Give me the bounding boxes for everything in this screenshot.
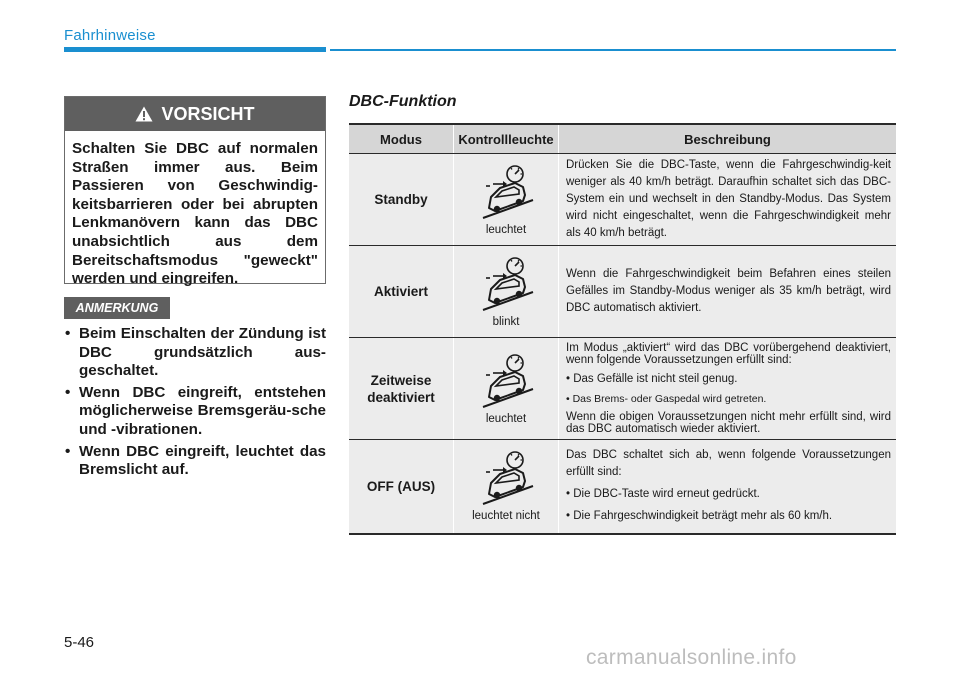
caution-label: VORSICHT [161, 103, 255, 124]
section-title: Fahrhinweise [64, 27, 156, 44]
table-row [349, 154, 896, 246]
watermark: carmanualsonline.info [586, 646, 797, 669]
page-number: 5-46 [64, 634, 95, 651]
description-text: • Die Fahrgeschwindigkeit beträgt mehr als 60 km/h. [566, 510, 833, 523]
mode-label: Zeitweise [370, 372, 432, 388]
description-cell [559, 154, 897, 246]
note-badge: ANMERKUNG [64, 297, 170, 319]
mode-cell [349, 338, 454, 440]
note-list [64, 325, 326, 483]
warning-triangle-icon [135, 106, 153, 122]
description-cell [559, 338, 897, 440]
description-cell [559, 246, 897, 338]
header-rule-bold [64, 47, 326, 52]
list-item: • Beim Einschalten der Zündung ist DBC grundsätzlich aus-geschaltet. [64, 325, 326, 381]
indicator-cell [454, 440, 559, 534]
dbc-car-downhill-icon [475, 164, 537, 222]
description-text: Das DBC schaltet sich ab, wenn folgende Voraussetzungen erfüllt sind: [566, 449, 891, 479]
list-item: • Wenn DBC eingreift, entstehen möglicherweise Bremsgeräu-sche und -vibrationen. [64, 384, 326, 440]
description-text: • Das Gefälle ist nicht steil genug. [566, 373, 738, 385]
mode-cell: Standby [349, 154, 454, 246]
indicator-state: leuchtet nicht [472, 510, 540, 523]
caution-header [65, 97, 325, 131]
table-row [349, 440, 896, 534]
indicator-cell [454, 338, 559, 440]
mode-label: deaktiviert [367, 389, 435, 405]
column-header-description: Beschreibung [559, 124, 897, 154]
dbc-car-downhill-icon [475, 256, 537, 314]
indicator-cell [454, 154, 559, 246]
description-text: Im Modus „aktiviert“ wird das DBC vorübergehend deaktiviert, wenn folgende Voraussetzungen erfüllt sind: [566, 342, 891, 366]
header-rule-thin [330, 49, 896, 51]
indicator-cell [454, 246, 559, 338]
mode-cell: OFF (AUS) [349, 440, 454, 534]
description-text: Drücken Sie die DBC-Taste, wenn die Fahrgeschwindig-keit weniger als 40 km/h beträgt. Daraufhin schaltet sich das DBC-System ein und wechselt in den Standby-Modus. Das System wird nicht eingeschaltet, wenn die Fahrgeschwindigkeit mehr als 40 km/h beträgt. [566, 159, 891, 239]
indicator-state: leuchtet [485, 223, 527, 236]
column-header-mode: Modus [349, 124, 454, 154]
dbc-car-downhill-icon [475, 353, 537, 411]
description-text: • Die DBC-Taste wird erneut gedrückt. [566, 488, 760, 501]
table-row [349, 338, 896, 440]
description-text: Wenn die Fahrgeschwindigkeit beim Befahren eines steilen Gefälles im Standby-Modus weniger als 35 km/h beträgt, wird DBC automatisch aktiviert. [566, 268, 891, 314]
table-row [349, 246, 896, 338]
list-item: • Wenn DBC eingreift, leuchtet das Bremslicht auf. [64, 443, 326, 480]
dbc-table [349, 123, 896, 535]
indicator-state: blinkt [492, 315, 520, 328]
caution-text: Schalten Sie DBC auf normalen Straßen immer aus. Beim Passieren von Geschwindig-keitsbarrieren oder bei abrupten Lenkmanövern kann das DBC unabsichtlich aus dem Bereitschaftsmodus "geweckt" werden und eingreifen. [72, 140, 318, 288]
description-text: • Das Brems- oder Gaspedal wird getreten. [566, 393, 767, 405]
description-cell [559, 440, 897, 534]
caution-box [64, 96, 326, 288]
mode-cell: Aktiviert [349, 246, 454, 338]
dbc-title: DBC-Funktion [349, 93, 457, 110]
dbc-car-downhill-icon [475, 450, 537, 508]
description-text: Wenn die obigen Voraussetzungen nicht mehr erfüllt sind, wird das DBC automatisch wieder aktiviert. [566, 411, 891, 435]
column-header-indicator: Kontrollleuchte [454, 124, 559, 154]
indicator-state: leuchtet [485, 412, 527, 425]
